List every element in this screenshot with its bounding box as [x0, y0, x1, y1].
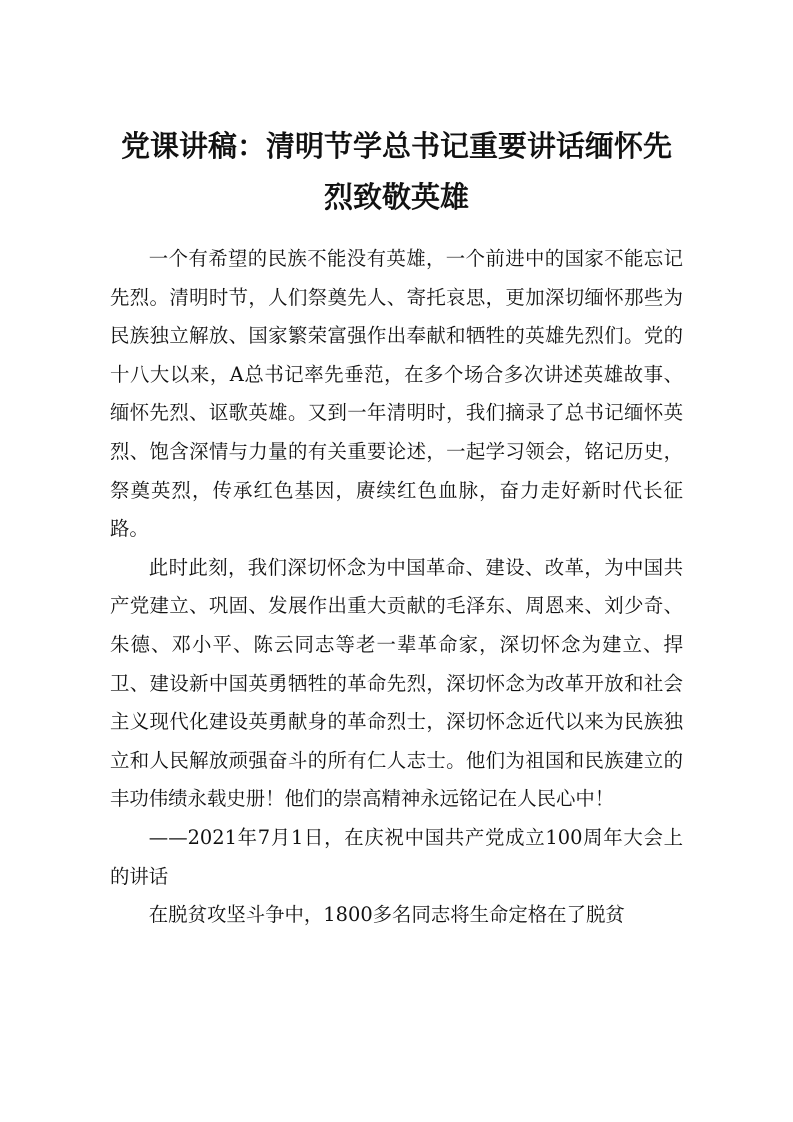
document-title-line-2: 烈致敬英雄 — [323, 180, 469, 214]
paragraph-quote: 此时此刻，我们深切怀念为中国革命、建设、改革，为中国共产党建立、巩固、发展作出重大贡献的毛泽东、周恩来、刘少奇、朱德、邓小平、陈云同志等老一辈革命家，深切怀念为建立、捍卫、建设新中国英勇牺牲的革命先烈，深切怀念为改革开放和社会主义现代化建设英勇献身的革命烈士，深切怀念近代以来为民族独立和人民解放顽强奋斗的所有仁人志士。他们为祖国和民族建立的丰功伟绩永载史册！他们的崇高精神永远铭记在人民心中！ — [110, 555, 683, 811]
document-body — [110, 240, 683, 935]
paragraph-source: ——2021年7月1日，在庆祝中国共产党成立100周年大会上的讲话 — [110, 825, 683, 888]
document-title-line-1: 党课讲稿：清明节学总书记重要讲话缅怀先 — [120, 129, 672, 163]
paragraph-poverty: 在脱贫攻坚斗争中，1800多名同志将生命定格在了脱贫 — [148, 903, 625, 927]
paragraph-intro: 一个有希望的民族不能没有英雄，一个前进中的国家不能忘记先烈。清明时节，人们祭奠先人、寄托哀思，更加深切缅怀那些为民族独立解放、国家繁荣富强作出奉献和牺牲的英雄先烈们。党的十八大以来，A总书记率先垂范，在多个场合多次讲述英雄故事、缅怀先烈、讴歌英雄。又到一年清明时，我们摘录了总书记缅怀英烈、饱含深情与力量的有关重要论述，一起学习领会，铭记历史，祭奠英烈，传承红色基因，赓续红色血脉，奋力走好新时代长征路。 — [110, 247, 683, 541]
